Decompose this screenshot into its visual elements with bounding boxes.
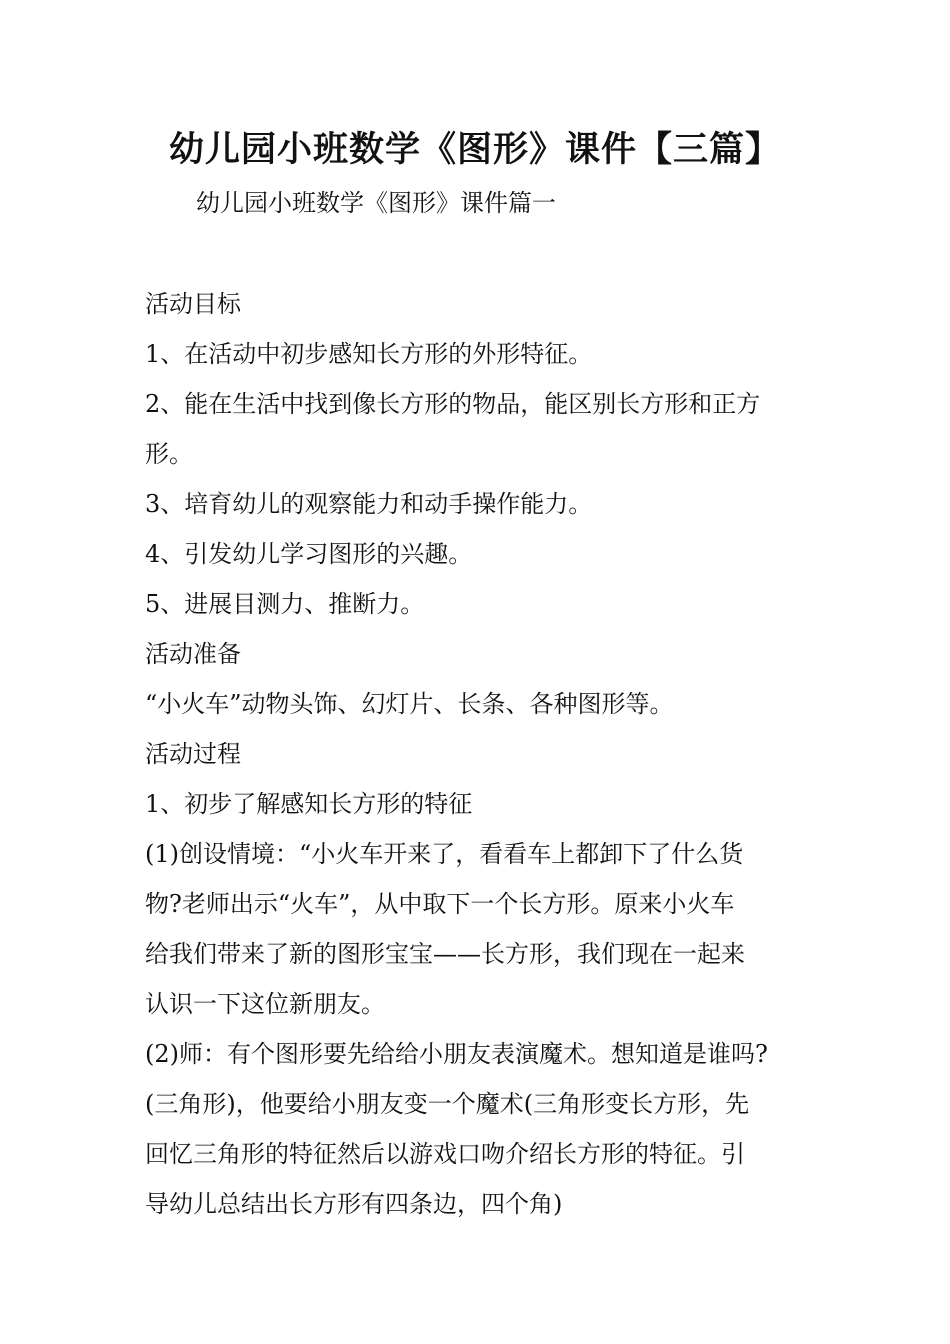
body-line: 认识一下这位新朋友。 — [145, 990, 385, 1018]
body-line: (1)创设情境：“小火车开来了，看看车上都卸下了什么货 — [145, 840, 744, 868]
section-heading-goals: 活动目标 — [145, 290, 241, 318]
body-line: 2、能在生活中找到像长方形的物品，能区别长方形和正方 — [145, 390, 761, 418]
body-line: “小火车”动物头饰、幻灯片、长条、各种图形等。 — [145, 690, 674, 718]
body-line: 4、引发幼儿学习图形的兴趣。 — [145, 540, 473, 568]
section-heading-preparation: 活动准备 — [145, 640, 241, 668]
body-line: 给我们带来了新的图形宝宝——长方形，我们现在一起来 — [145, 940, 745, 968]
body-line: (2)师：有个图形要先给给小朋友表演魔术。想知道是谁吗? — [145, 1040, 768, 1068]
document-body — [145, 279, 815, 1229]
body-line: 形。 — [145, 440, 193, 468]
section-heading-process: 活动过程 — [145, 740, 241, 768]
body-line: 5、进展目测力、推断力。 — [145, 590, 425, 618]
body-line: 导幼儿总结出长方形有四条边，四个角) — [145, 1190, 563, 1218]
body-line: (三角形)，他要给小朋友变一个魔术(三角形变长方形，先 — [145, 1090, 750, 1118]
body-line: 物?老师出示“火车”，从中取下一个长方形。原来小火车 — [145, 890, 735, 918]
document-subtitle: 幼儿园小班数学《图形》课件篇一 — [196, 189, 556, 217]
body-line: 回忆三角形的特征然后以游戏口吻介绍长方形的特征。引 — [145, 1140, 745, 1168]
body-line: 1、在活动中初步感知长方形的外形特征。 — [145, 340, 593, 368]
body-line: 1、初步了解感知长方形的特征 — [145, 790, 473, 818]
body-line: 3、培育幼儿的观察能力和动手操作能力。 — [145, 490, 593, 518]
document-title: 幼儿园小班数学《图形》课件【三篇】 — [168, 130, 781, 170]
